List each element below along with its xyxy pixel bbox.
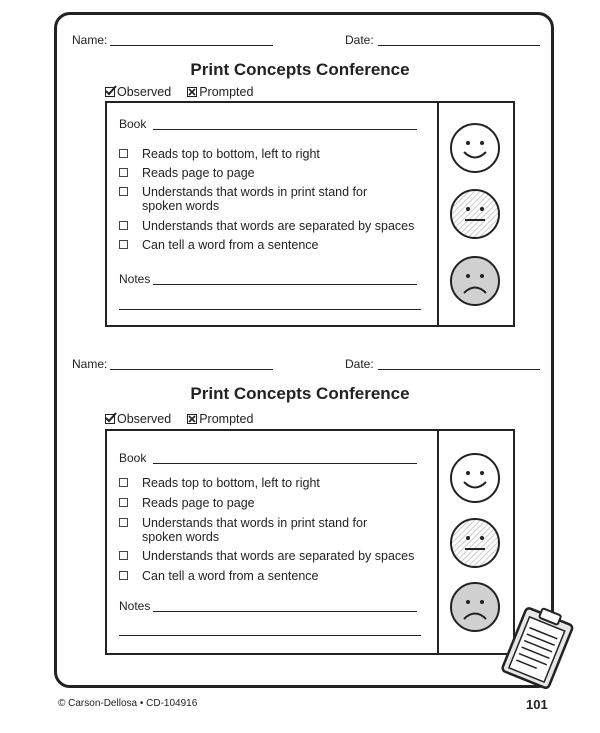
checklist-item[interactable]: Can tell a word from a sentence: [119, 238, 318, 252]
checkbox[interactable]: [119, 571, 128, 580]
prompted-checkbox-icon[interactable]: [187, 414, 197, 424]
checkbox[interactable]: [119, 187, 128, 196]
checklist-item[interactable]: Understands that words are separated by spaces: [119, 549, 414, 563]
checklist-item[interactable]: Understands that words in print stand for spoken words: [119, 516, 389, 544]
date-field[interactable]: [378, 45, 540, 46]
name-field[interactable]: [110, 45, 273, 46]
date-label: Date:: [345, 357, 374, 371]
smiling-face-icon[interactable]: [449, 452, 501, 504]
checkbox[interactable]: [119, 478, 128, 487]
checkbox[interactable]: [119, 518, 128, 527]
neutral-face-icon[interactable]: [449, 188, 501, 240]
checklist-item[interactable]: Reads top to bottom, left to right: [119, 147, 320, 161]
observed-checkbox-icon[interactable]: [105, 414, 115, 424]
notes-field-line-2[interactable]: [119, 635, 421, 636]
date-field[interactable]: [378, 369, 540, 370]
observed-label: Observed: [117, 85, 172, 99]
notes-field[interactable]: [153, 284, 417, 285]
notes-label: Notes: [119, 272, 151, 286]
observed-checkbox-icon[interactable]: [105, 87, 115, 97]
book-label: Book: [119, 117, 147, 131]
name-label: Name:: [72, 33, 108, 47]
form-title: Print Concepts Conference: [190, 384, 410, 403]
date-label: Date:: [345, 33, 374, 47]
page-number: 101: [526, 697, 548, 712]
checklist-item[interactable]: Reads top to bottom, left to right: [119, 476, 320, 490]
checkbox[interactable]: [119, 498, 128, 507]
legend: [105, 412, 253, 426]
checklist-item[interactable]: Can tell a word from a sentence: [119, 569, 318, 583]
name-label: Name:: [72, 357, 108, 371]
card-divider: [437, 103, 439, 325]
checkbox[interactable]: [119, 240, 128, 249]
legend: [105, 85, 253, 99]
frowning-face-icon[interactable]: [449, 255, 501, 307]
notes-label: Notes: [119, 599, 151, 613]
form-title: Print Concepts Conference: [190, 60, 410, 79]
checkbox[interactable]: [119, 168, 128, 177]
prompted-label: Prompted: [199, 412, 254, 426]
prompted-checkbox-icon[interactable]: [187, 87, 197, 97]
book-field[interactable]: [153, 129, 417, 130]
checklist-item[interactable]: Understands that words are separated by spaces: [119, 219, 414, 233]
name-field[interactable]: [110, 369, 273, 370]
checklist-item[interactable]: Reads page to page: [119, 496, 255, 510]
smiling-face-icon[interactable]: [449, 122, 501, 174]
checklist-item[interactable]: Reads page to page: [119, 166, 255, 180]
prompted-label: Prompted: [199, 85, 254, 99]
copyright-text: © Carson-Dellosa • CD-104916: [58, 698, 198, 709]
checkbox[interactable]: [119, 551, 128, 560]
card-divider: [437, 431, 439, 653]
notes-field-line-2[interactable]: [119, 309, 421, 310]
clipboard-icon: [492, 604, 582, 694]
notes-field[interactable]: [153, 611, 417, 612]
observed-label: Observed: [117, 412, 172, 426]
checkbox[interactable]: [119, 221, 128, 230]
book-field[interactable]: [153, 463, 417, 464]
checkbox[interactable]: [119, 149, 128, 158]
conference-card: [105, 429, 515, 655]
checklist-item[interactable]: Understands that words in print stand for spoken words: [119, 185, 389, 213]
conference-card: [105, 101, 515, 327]
book-label: Book: [119, 451, 147, 465]
neutral-face-icon[interactable]: [449, 517, 501, 569]
